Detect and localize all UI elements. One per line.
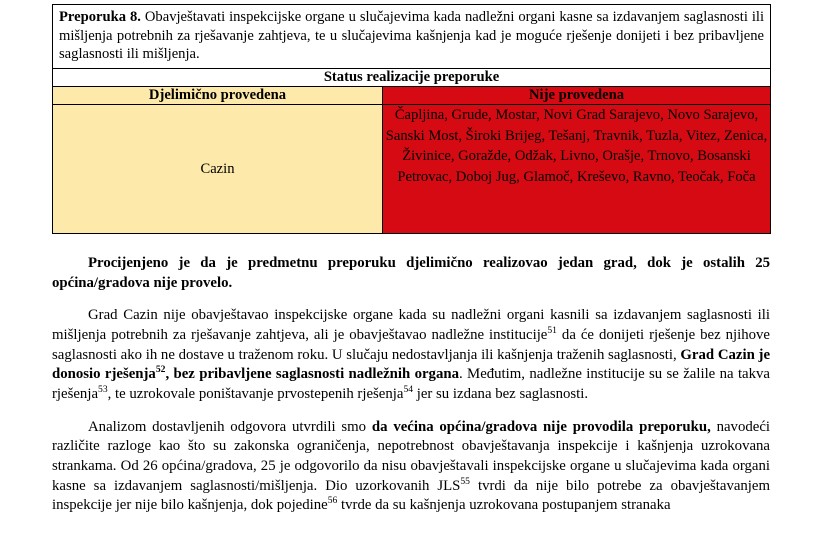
table-row-column-headers [53, 87, 771, 105]
cell-partially-implemented [53, 105, 383, 234]
table-row-recommendation [53, 5, 771, 69]
recommendation-text: Obavještavati inspekcijske organe u slučajevima kada nadležni organi kasne sa izdavanjem saglasnosti ili mišljenja potrebnih za rješavanje zahtjeva, te u slučajevima kašnjenja kad je moguće rješenje donijeti i bez pribavljene saglasnosti ili mišljenja. [59, 9, 764, 63]
cell-not-implemented: Čapljina, Grude, Mostar, Novi Grad Sarajevo, Novo Sarajevo, Sanski Most, Široki Brijeg, Tešanj, Travnik, Tuzla, Vitez, Zenica, Živinice, Goražde, Odžak, Livno, Orašje, Trnovo, Bosanski Petrovac, Doboj Jug, Glamoč, Kreševo, Ravno, Teočak, Foča [383, 105, 771, 234]
paragraph-2: Grad Cazin nije obavještavao inspekcijske organe kada su nadležni organi kasnili sa izdavanjem saglasnosti ili mišljenja potrebnih za rješavanje zahtjeva, ali je obavještavao nadležne institucije$^{51}$ da će donijeti rješenje bez njihove saglasnosti ako ih ne dostave u traženom roku. U slučaju nedostavljanja ili kašnjenja traženih saglasnosti, Grad Cazin je donosio rješenja$^{52}$, bez pribavljene saglasnosti nadležnih organa. Međutim, nadležne institucije su se žalile na takva rješenja$^{53}$, te uzrokovale poništavanje prvostepenih rješenja$^{54}$ jer su izdana bez saglasnosti. [52, 307, 771, 403]
recommendation-label: Preporuka 8. [59, 9, 141, 25]
recommendation-cell [53, 5, 771, 69]
recommendation-status-table [52, 4, 771, 234]
document-body [52, 4, 770, 516]
paragraph-1: Procijenjeno je da je predmetnu preporuku djelimično realizovao jedan grad, dok je ostalih 25 općina/gradova nije provelo. [52, 255, 770, 291]
paragraph-3: Analizom dostavljenih odgovora utvrdili smo da većina općina/gradova nije provodila preporuku, navodeći različite razloge kao što su zakonska ograničenja, nepotrebnost obavještavanja inspekcije i kašnjenja uzrokovana strankama. Od 26 općina/gradova, 25 je odgovorilo da nisu obavještavali inspekcijske organe u slučajevima kada organi kasne sa izdavanjem saglasnosti/mišljenja. Dio uzorkovanih JLS$^{55}$ tvrdi da nije bilo potrebe za obavještavanjem inspekcije jer nije bilo kašnjenja, dok pojedine$^{56}$ tvrde da su kašnjenja uzrokovana postupanjem stranaka [52, 418, 771, 514]
column-header-not-implemented: Nije provedena [383, 87, 771, 105]
column-header-partially-implemented: Djelimično provedena [53, 87, 383, 105]
table-row-values [53, 105, 771, 234]
status-header-cell: Status realizacije preporuke [53, 69, 771, 87]
table-row-status-header [53, 69, 771, 87]
partially-implemented-value: Cazin [200, 160, 235, 177]
